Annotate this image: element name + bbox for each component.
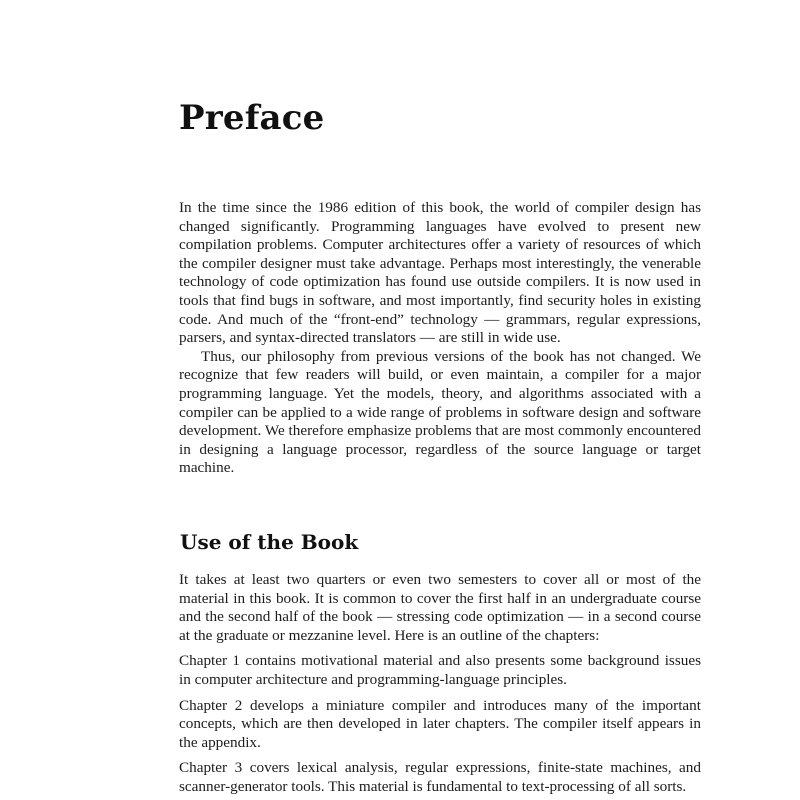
intro-paragraph-1: In the time since the 1986 edition of this book, the world of compiler design has changed significantly. Programming languages have evolved to present new compilation problems. Computer architectures offer a variety of resources of which the compiler designer must take advantage. Perhaps most interestingly, the venerable technology of code optimization has found use outside compilers. It is now used in tools that find bugs in software, and most importantly, find security holes in existing code. And much of the “front-end” technology — grammars, regular expressions, parsers, and syntax-directed translators — are still in wide use. (179, 199, 701, 347)
chapter-1-summary: Chapter 1 contains motivational material and also presents some background issues in computer architecture and programming-language principles. (179, 652, 701, 688)
intro-paragraph-2: Thus, our philosophy from previous versions of the book has not changed. We recognize that few readers will build, or even maintain, a compiler for a major programming language. Yet the models, theory, and algorithms associated with a compiler can be applied to a wide range of problems in software design and software development. We therefore emphasize problems that are most commonly encountered in designing a language processor, regardless of the source language or target machine. (179, 347, 701, 477)
chapter-title: Preface (179, 98, 325, 138)
section-heading-use-of-book: Use of the Book (180, 530, 359, 554)
preface-intro (179, 199, 701, 478)
use-of-book-section (179, 571, 701, 800)
use-paragraph-1: It takes at least two quarters or even two semesters to cover all or most of the material in this book. It is common to cover the first half in an undergraduate course and the second half of the book — stressing code optimization — in a second course at the graduate or mezzanine level. Here is an outline of the chapters: (179, 571, 701, 644)
chapter-2-summary: Chapter 2 develops a miniature compiler and introduces many of the important concepts, which are then developed in later chapters. The compiler itself appears in the appendix. (179, 696, 701, 751)
chapter-3-summary: Chapter 3 covers lexical analysis, regular expressions, finite-state machines, and scanner-generator tools. This material is fundamental to text-processing of all sorts. (179, 759, 701, 795)
